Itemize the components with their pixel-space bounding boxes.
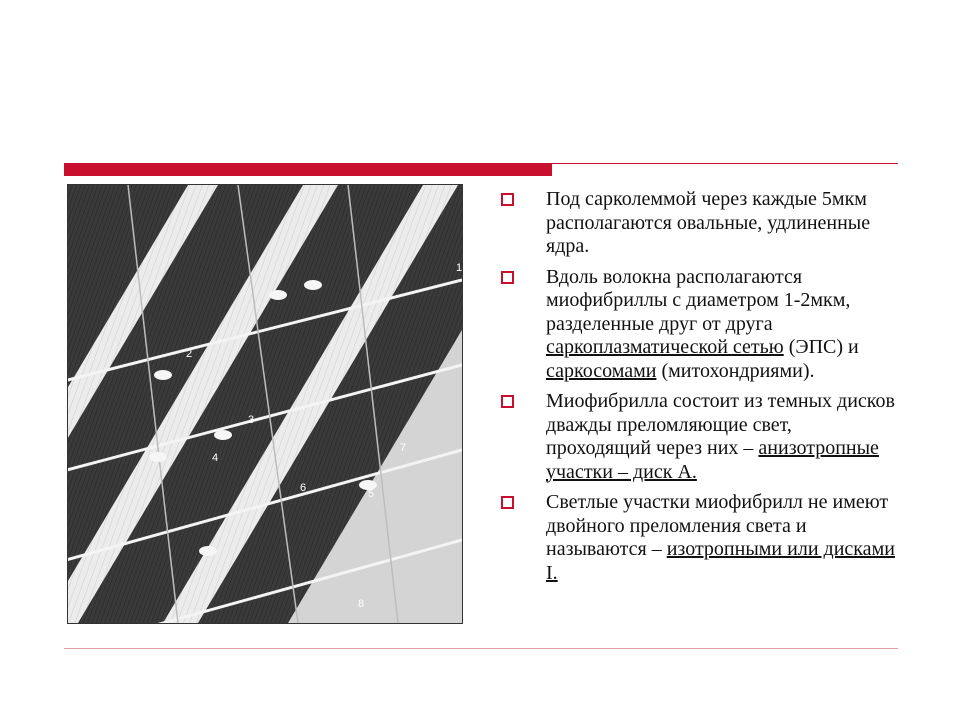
underlined-term: саркосомами bbox=[546, 359, 657, 382]
bullet-text: (митохондриями). bbox=[656, 359, 815, 382]
underlined-term: изотропными или дисками I. bbox=[546, 538, 895, 584]
bullet-text: Вдоль волокна располагаются миофибриллы с диаметром 1-2мкм, разделенные друг от друга bbox=[546, 265, 851, 335]
bullet-item bbox=[500, 390, 900, 484]
bullet-item bbox=[500, 266, 900, 384]
figure-label: 1 bbox=[456, 262, 462, 274]
title-rule-thick bbox=[64, 163, 552, 176]
square-bullet-icon bbox=[501, 193, 514, 206]
underlined-term: анизотропные участки – диск А. bbox=[546, 437, 879, 483]
micrograph-svg bbox=[68, 185, 462, 623]
underlined-term: саркоплазматической сетью bbox=[546, 336, 784, 358]
nucleus bbox=[214, 430, 232, 440]
footer-rule bbox=[64, 648, 898, 649]
figure-label: 3 bbox=[248, 414, 255, 426]
muscle-micrograph-image bbox=[67, 184, 463, 624]
square-bullet-icon bbox=[501, 271, 514, 284]
bullet-item bbox=[500, 491, 900, 585]
bullet-text: (ЭПС) и bbox=[783, 336, 859, 358]
bullet-list bbox=[500, 188, 900, 592]
square-bullet-icon bbox=[501, 395, 514, 408]
square-bullet-icon bbox=[501, 496, 514, 509]
nucleus bbox=[269, 290, 287, 300]
figure-label: 4 bbox=[212, 452, 219, 464]
title-rule-thin bbox=[552, 163, 898, 164]
bullet-text: Под сарколеммой через каждые 5мкм располагаются овальные, удлиненные ядра. bbox=[546, 188, 871, 257]
figure-label: 5 bbox=[368, 488, 375, 500]
figure-label: 7 bbox=[400, 442, 407, 454]
nucleus bbox=[199, 546, 217, 556]
nucleus bbox=[304, 280, 322, 290]
nucleus bbox=[154, 370, 172, 380]
nucleus bbox=[149, 452, 167, 462]
figure-label: 2 bbox=[186, 348, 193, 360]
figure-label: 8 bbox=[358, 598, 365, 610]
figure-label: 6 bbox=[300, 482, 307, 494]
bullet-text: Светлые участки миофибрилл не имеют двойного преломления света и называются – bbox=[546, 491, 889, 560]
bullet-text: Миофибрилла состоит из темных дисков дважды преломляющие свет, проходящий через них – bbox=[546, 390, 895, 459]
bullet-item bbox=[500, 188, 900, 259]
